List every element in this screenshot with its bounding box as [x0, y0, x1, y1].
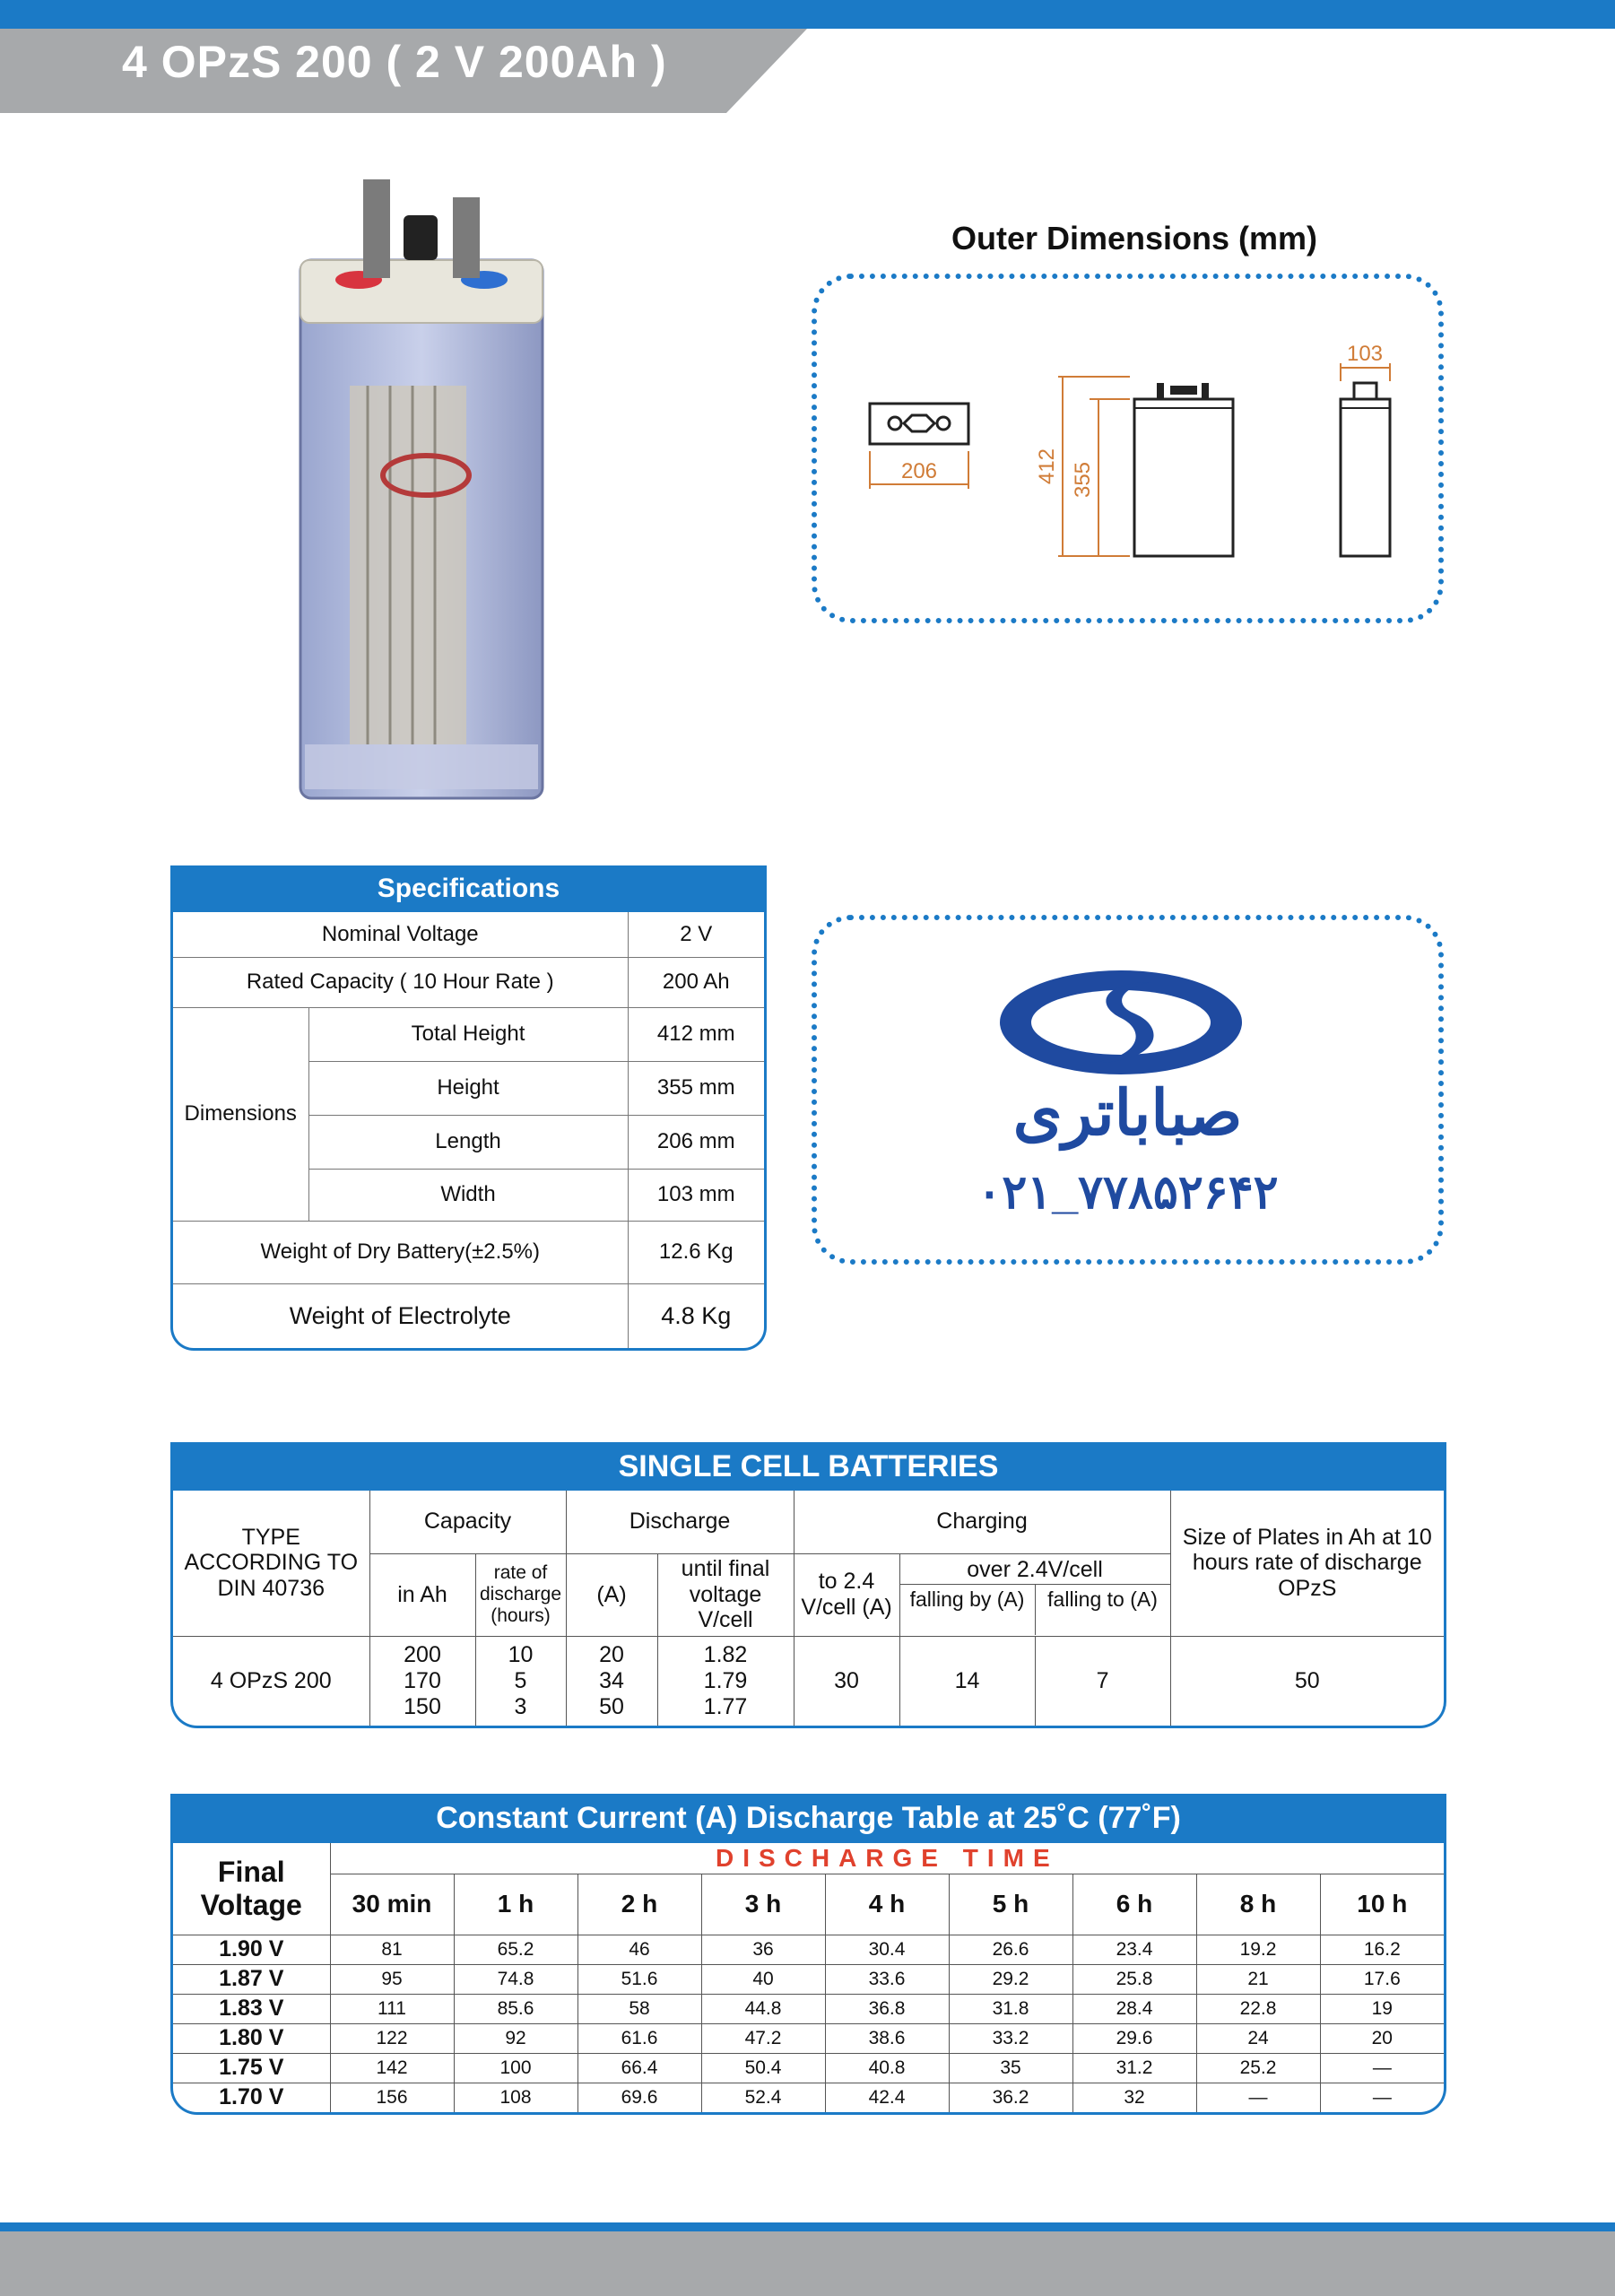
current-cell: 40	[701, 1964, 825, 1994]
nominal-voltage-value: 2 V	[628, 912, 764, 957]
current-cell: 31.8	[949, 1994, 1072, 2023]
current-cell: 74.8	[454, 1964, 577, 1994]
current-cell: 28.4	[1072, 1994, 1196, 2023]
discharge-amp-value: 20	[599, 1642, 624, 1668]
specifications-table	[170, 865, 767, 1351]
current-cell: 108	[454, 2083, 577, 2112]
current-cell: 95	[330, 1964, 454, 1994]
dry-weight-label: Weight of Dry Battery(±2.5%)	[173, 1221, 628, 1283]
falling-by-value: 14	[899, 1636, 1035, 1726]
rate-hours-value: 3	[514, 1693, 527, 1719]
current-cell: 142	[330, 2053, 454, 2083]
voltage-cell: 1.87 V	[173, 1964, 330, 1994]
top-view-drawing	[870, 404, 968, 489]
to-24-value: 30	[794, 1636, 899, 1726]
to-24-header: to 2.4 V/cell (A)	[794, 1553, 899, 1636]
page-title: 4 OPzS 200 ( 2 V 200Ah )	[122, 37, 667, 87]
over-24-header: over 2.4V/cell	[900, 1554, 1170, 1585]
voltage-cell: 1.83 V	[173, 1994, 330, 2023]
time-column-header: 6 h	[1072, 1874, 1196, 1935]
side-view-drawing	[1341, 342, 1390, 556]
rate-hours-value: 5	[514, 1667, 527, 1693]
battery-cell-icon	[269, 170, 574, 816]
width-spec-value: 103 mm	[628, 1169, 764, 1221]
capacity-header: Capacity	[369, 1491, 566, 1553]
current-cell: 25.8	[1072, 1964, 1196, 1994]
time-column-header: 10 h	[1320, 1874, 1444, 1935]
total-height-value: 412 mm	[628, 1007, 764, 1061]
current-cell: 36.2	[949, 2083, 1072, 2112]
height-label: 355	[1071, 461, 1095, 499]
current-cell: 122	[330, 2023, 454, 2053]
front-view-drawing	[1035, 377, 1233, 556]
dimensions-label: Dimensions	[173, 1007, 308, 1221]
time-column-header: 8 h	[1196, 1874, 1320, 1935]
top-accent-bar	[0, 0, 1615, 29]
voltage-cell: 1.70 V	[173, 2083, 330, 2112]
current-cell: 81	[330, 1935, 454, 1964]
current-cell: —	[1196, 2083, 1320, 2112]
table-row	[173, 2053, 1444, 2083]
falling-to-header: falling to (A)	[1047, 1587, 1158, 1611]
current-cell: 58	[577, 1994, 701, 2023]
current-cell: 52.4	[701, 2083, 825, 2112]
time-column-header: 5 h	[949, 1874, 1072, 1935]
current-cell: 33.2	[949, 2023, 1072, 2053]
current-cell: 31.2	[1072, 2053, 1196, 2083]
current-cell: 36.8	[825, 1994, 949, 2023]
dimension-drawing	[812, 274, 1444, 623]
final-voltage-value: 1.77	[703, 1693, 748, 1719]
current-cell: 92	[454, 2023, 577, 2053]
rate-hours-value: 10	[508, 1642, 534, 1668]
current-cell: 100	[454, 2053, 577, 2083]
type-value: 4 OPzS 200	[173, 1636, 369, 1726]
current-cell: 20	[1320, 2023, 1444, 2053]
current-cell: 16.2	[1320, 1935, 1444, 1964]
constant-current-table	[170, 1794, 1446, 2115]
current-cell: 19	[1320, 1994, 1444, 2023]
current-cell: 25.2	[1196, 2053, 1320, 2083]
current-cell: 66.4	[577, 2053, 701, 2083]
current-cell: 19.2	[1196, 1935, 1320, 1964]
current-cell: 69.6	[577, 2083, 701, 2112]
height-spec-value: 355 mm	[628, 1061, 764, 1115]
height-spec-label: Height	[308, 1061, 628, 1115]
discharge-time-label: DISCHARGE TIME	[330, 1843, 1444, 1874]
current-cell: 50.4	[701, 2053, 825, 2083]
nominal-voltage-label: Nominal Voltage	[173, 912, 628, 957]
current-cell: 29.6	[1072, 2023, 1196, 2053]
total-height-label: 412	[1035, 448, 1059, 485]
total-height-label: Total Height	[308, 1007, 628, 1061]
footer-bar	[0, 2231, 1615, 2296]
falling-by-header: falling by (A)	[900, 1585, 1036, 1635]
current-cell: —	[1320, 2083, 1444, 2112]
discharge-amp-header: (A)	[566, 1553, 657, 1636]
final-voltage-value: 1.82	[703, 1642, 748, 1668]
dry-weight-value: 12.6 Kg	[628, 1221, 764, 1283]
discharge-header: Discharge	[566, 1491, 794, 1553]
current-cell: 40.8	[825, 2053, 949, 2083]
current-cell: 33.6	[825, 1964, 949, 1994]
length-value: 206 mm	[628, 1115, 764, 1169]
current-cell: 61.6	[577, 2023, 701, 2053]
current-cell: 65.2	[454, 1935, 577, 1964]
capacity-ah-value: 170	[404, 1667, 441, 1693]
current-cell: 23.4	[1072, 1935, 1196, 1964]
table-row	[173, 1994, 1444, 2023]
brand-name: صباباتری	[1012, 1078, 1243, 1148]
plate-size-value: 50	[1170, 1636, 1444, 1726]
brand-logo-icon	[995, 964, 1246, 1081]
in-ah-header: in Ah	[369, 1553, 475, 1636]
current-cell: 44.8	[701, 1994, 825, 2023]
brand-phone: ۰۲۱_۷۷۸۵۲۶۴۲	[977, 1167, 1279, 1219]
table-row	[173, 2083, 1444, 2112]
width-spec-label: Width	[308, 1169, 628, 1221]
current-cell: 42.4	[825, 2083, 949, 2112]
table-row	[173, 1964, 1444, 1994]
current-cell: 36	[701, 1935, 825, 1964]
final-voltage-header: until final voltage V/cell	[657, 1553, 794, 1636]
current-cell: 24	[1196, 2023, 1320, 2053]
current-cell: 156	[330, 2083, 454, 2112]
footer-accent-bar	[0, 2222, 1615, 2231]
falling-to-value: 7	[1035, 1636, 1170, 1726]
capacity-ah-value: 150	[404, 1693, 441, 1719]
time-column-header: 2 h	[577, 1874, 701, 1935]
rate-of-discharge-header: rate of discharge (hours)	[475, 1553, 566, 1636]
specifications-title: Specifications	[173, 865, 764, 912]
length-label: Length	[308, 1115, 628, 1169]
current-cell: 26.6	[949, 1935, 1072, 1964]
current-cell: 47.2	[701, 2023, 825, 2053]
current-cell: —	[1320, 2053, 1444, 2083]
voltage-cell: 1.80 V	[173, 2023, 330, 2053]
current-cell: 51.6	[577, 1964, 701, 1994]
single-cell-batteries-table	[170, 1442, 1446, 1728]
table-row	[173, 2023, 1444, 2053]
top-length-label: 206	[900, 459, 938, 483]
charging-header: Charging	[794, 1491, 1170, 1553]
rated-capacity-label: Rated Capacity ( 10 Hour Rate )	[173, 957, 628, 1007]
time-column-header: 1 h	[454, 1874, 577, 1935]
plate-size-header: Size of Plates in Ah at 10 hours rate of discharge OPzS	[1170, 1491, 1444, 1636]
voltage-cell: 1.90 V	[173, 1935, 330, 1964]
voltage-cell: 1.75 V	[173, 2053, 330, 2083]
current-cell: 46	[577, 1935, 701, 1964]
discharge-amp-value: 34	[599, 1667, 624, 1693]
final-voltage-value: 1.79	[703, 1667, 748, 1693]
constant-current-title: Constant Current (A) Discharge Table at 25˚C (77˚F)	[173, 1794, 1444, 1843]
discharge-amp-value: 50	[599, 1693, 624, 1719]
width-label: 103	[1346, 342, 1384, 366]
rated-capacity-value: 200 Ah	[628, 957, 764, 1007]
final-voltage-column-header: Final Voltage	[173, 1843, 330, 1935]
table-row	[173, 1935, 1444, 1964]
electrolyte-weight-value: 4.8 Kg	[628, 1283, 764, 1348]
current-cell: 38.6	[825, 2023, 949, 2053]
current-cell: 85.6	[454, 1994, 577, 2023]
electrolyte-weight-label: Weight of Electrolyte	[173, 1283, 628, 1348]
capacity-ah-value: 200	[404, 1642, 441, 1668]
current-cell: 35	[949, 2053, 1072, 2083]
type-header: TYPE ACCORDING TO DIN 40736	[173, 1491, 369, 1636]
current-cell: 30.4	[825, 1935, 949, 1964]
current-cell: 17.6	[1320, 1964, 1444, 1994]
current-cell: 21	[1196, 1964, 1320, 1994]
time-column-header: 30 min	[330, 1874, 454, 1935]
current-cell: 111	[330, 1994, 454, 2023]
current-cell: 32	[1072, 2083, 1196, 2112]
current-cell: 29.2	[949, 1964, 1072, 1994]
current-cell: 22.8	[1196, 1994, 1320, 2023]
time-column-header: 4 h	[825, 1874, 949, 1935]
outer-dimensions-title: Outer Dimensions (mm)	[951, 220, 1318, 257]
single-cell-title: SINGLE CELL BATTERIES	[173, 1442, 1444, 1491]
time-column-header: 3 h	[701, 1874, 825, 1935]
